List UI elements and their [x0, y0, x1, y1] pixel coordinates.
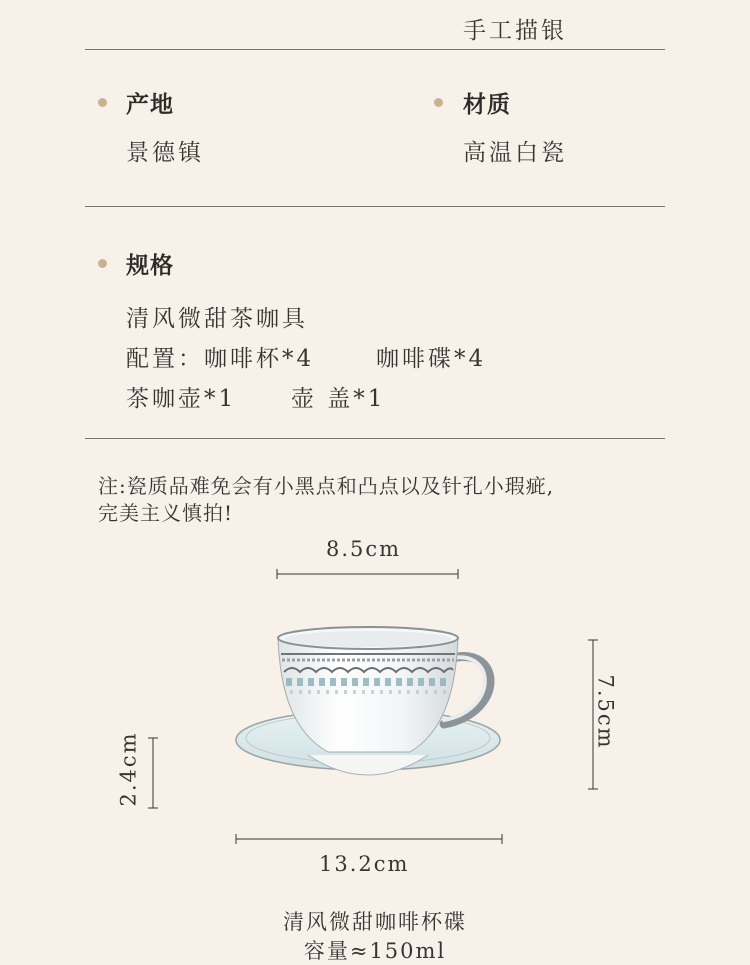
material-label: 材质: [463, 91, 511, 118]
saucer-height-label: 2.4cm: [116, 731, 141, 807]
material-value: 高温白瓷: [463, 140, 567, 166]
craft-value: 手工描银: [463, 18, 567, 44]
cup-diameter-label: 8.5cm: [326, 537, 402, 561]
saucer-diameter-label: 13.2cm: [319, 852, 410, 876]
total-height-label: 7.5cm: [593, 674, 618, 750]
note-line1: 注:瓷质品难免会有小黑点和凸点以及针孔小瑕疵,: [98, 474, 555, 498]
spec-line3-pot: 茶咖壶*1: [126, 386, 237, 412]
origin-bullet: [98, 98, 107, 107]
spec-line2-saucer: 咖啡碟*4: [376, 346, 487, 372]
spec-line1: 清风微甜茶咖具: [126, 306, 308, 332]
saucer-diameter-line: [230, 831, 508, 847]
spec-label: 规格: [126, 252, 174, 279]
divider-top: [85, 49, 665, 50]
divider-middle: [85, 206, 665, 207]
origin-value: 景德镇: [126, 140, 204, 166]
origin-label: 产地: [126, 91, 174, 118]
saucer-height-line: [145, 734, 161, 812]
product-capacity: 容量≈150ml: [303, 939, 447, 963]
spec-bullet: [98, 259, 107, 268]
spec-line3-lid: 壶 盖*1: [291, 386, 386, 412]
cup-diameter-line: [270, 566, 465, 582]
cup-saucer-image: [230, 620, 510, 795]
material-bullet: [434, 98, 443, 107]
product-name: 清风微甜咖啡杯碟: [283, 910, 467, 934]
note-line2: 完美主义慎拍!: [98, 501, 234, 525]
divider-bottom: [85, 438, 665, 439]
spec-line2-cup: 配置：咖啡杯*4: [126, 346, 315, 372]
